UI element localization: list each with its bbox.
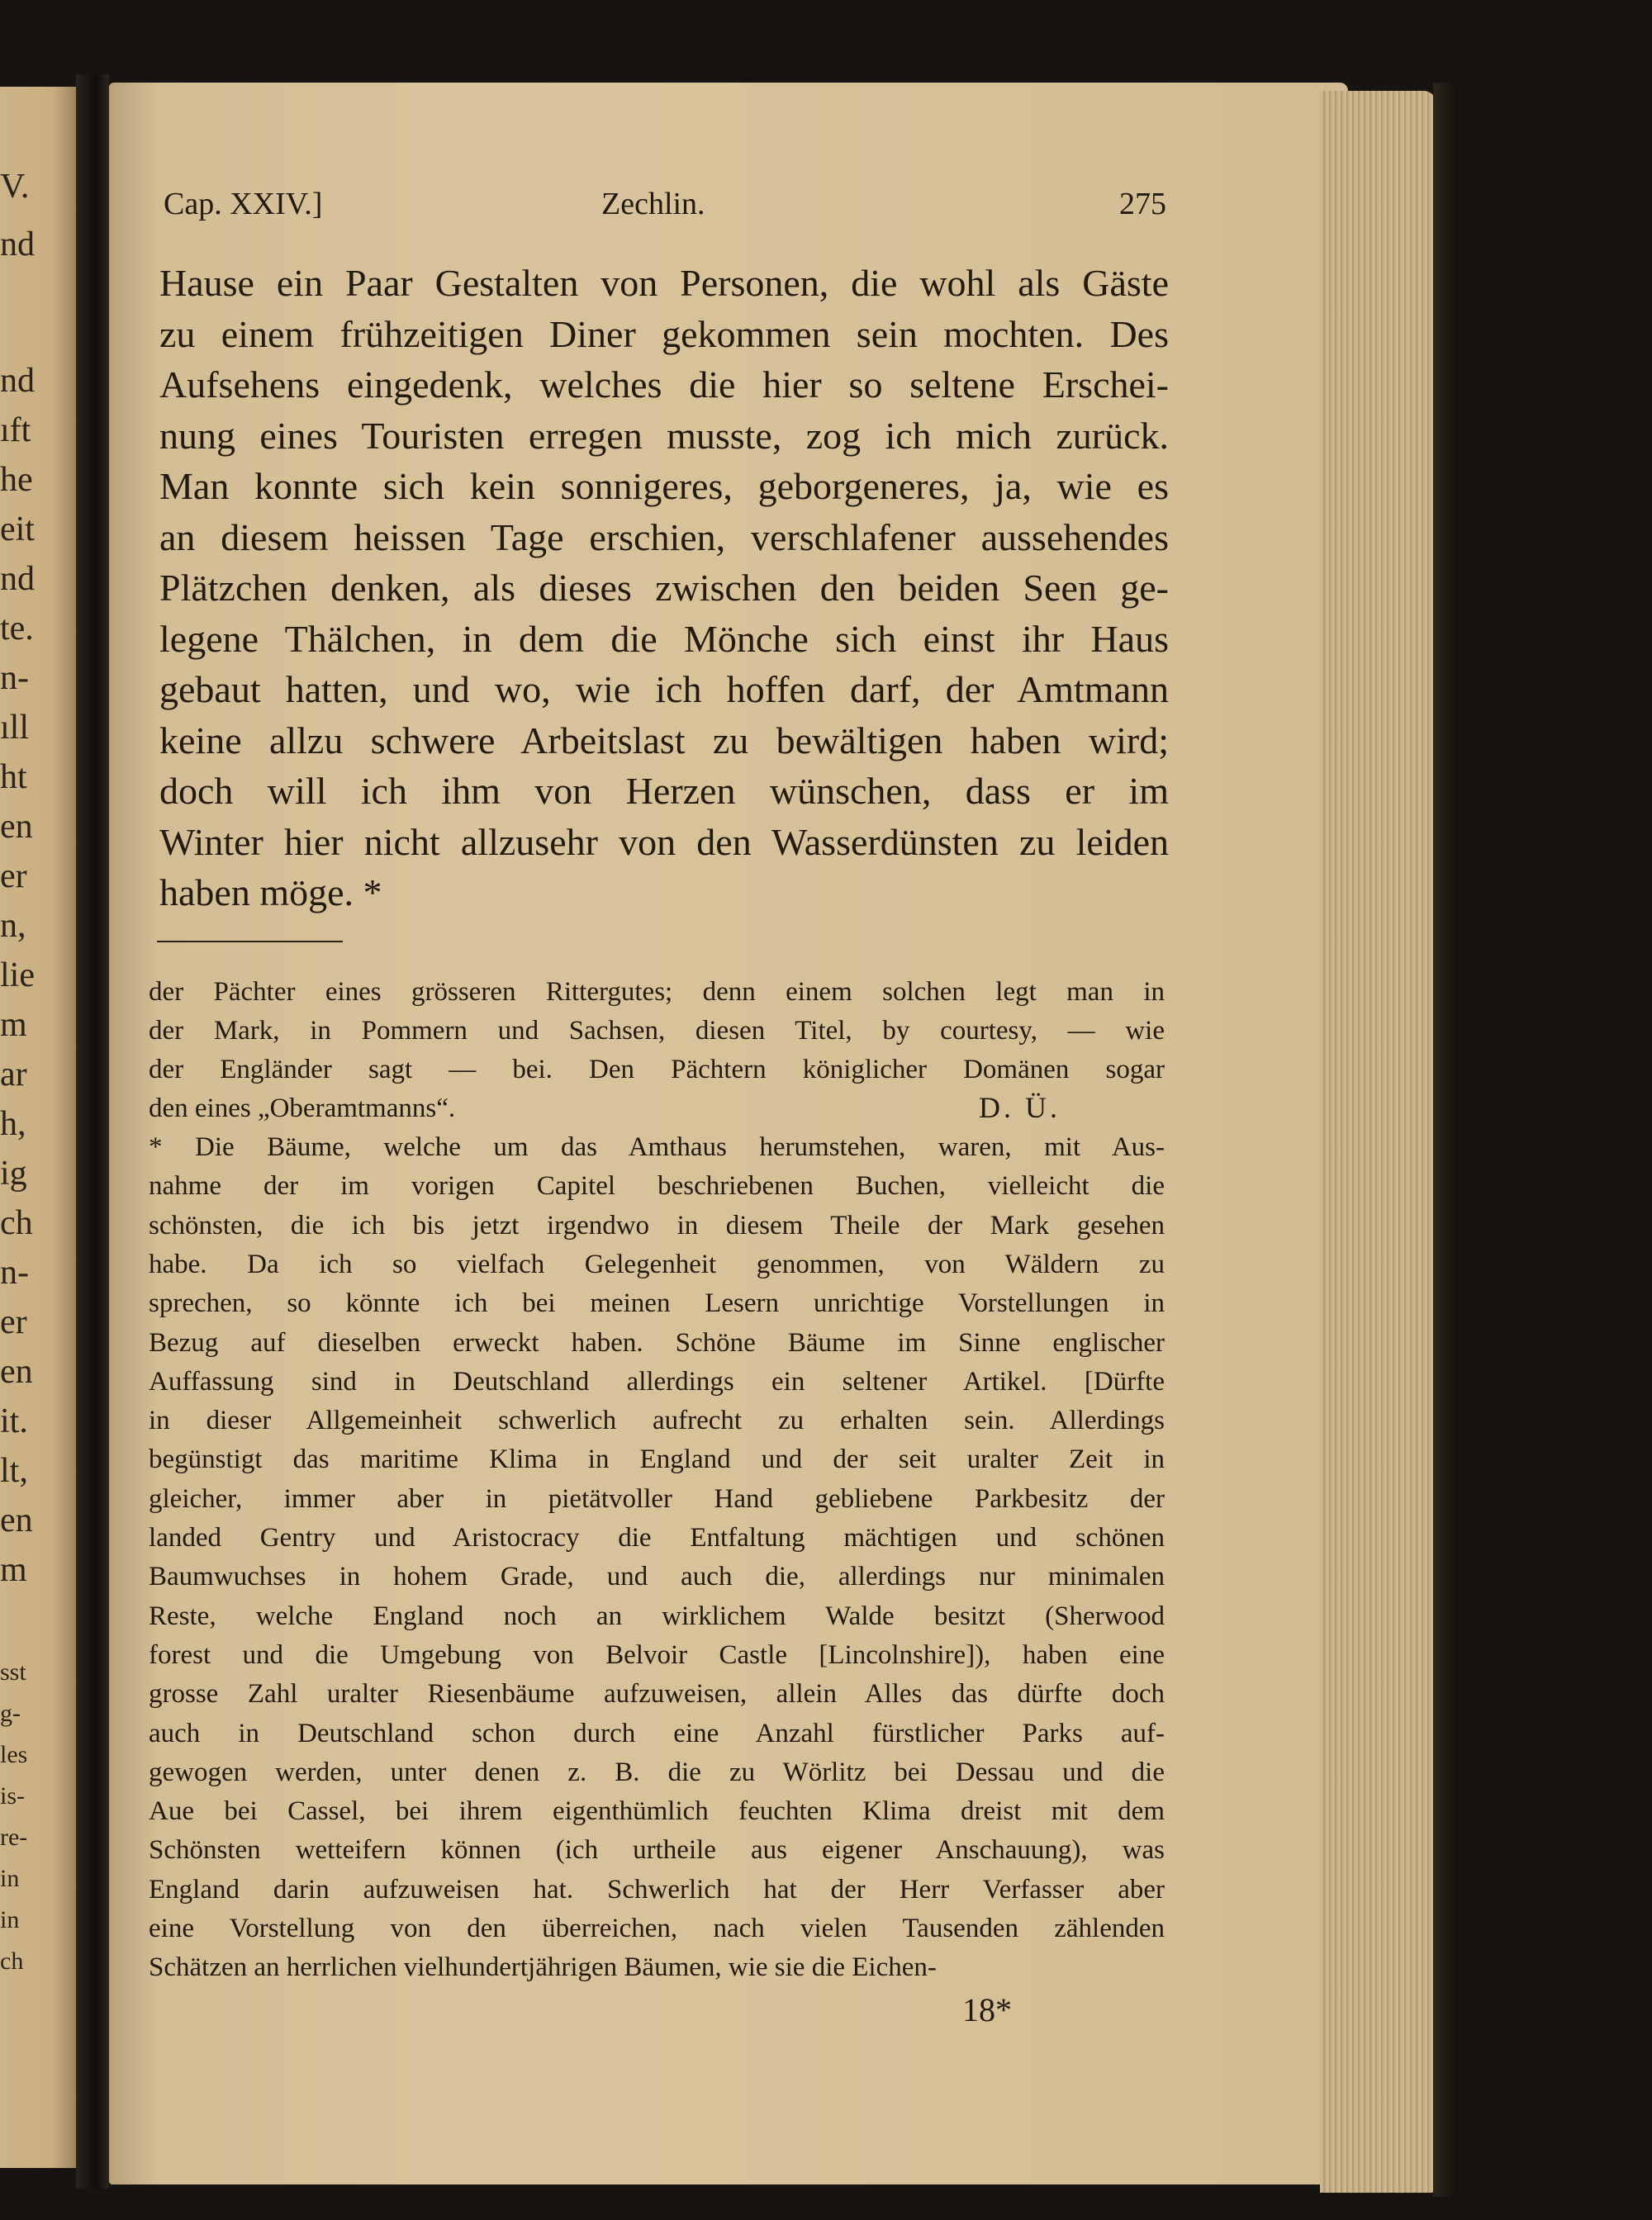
note-line: sprechen, so könnte ich bei meinen Lesern unrichtige Vorstellungen in [149,1288,1165,1319]
facing-page-fragment: en [0,808,33,846]
facing-page-fragment: er [0,1303,27,1341]
note-line: Reste, welche England noch an wirklichem Walde besitzt (Sherwood [149,1601,1165,1631]
note-line: Schönsten wetteifern können (ich urtheile aus eigener Anschauung), was [149,1835,1165,1866]
note-line: gleicher, immer aber in pietätvoller Hand gebliebene Parkbesitz der [149,1483,1165,1514]
facing-page-fragment: ar [0,1055,27,1093]
facing-page-fragment: is- [0,1782,25,1810]
facing-page-fragment: te. [0,610,34,648]
text-line: gebaut hatten, und wo, wie ich hoffen darf, der Amtmann [159,668,1169,710]
facing-page-fragment: lie [0,956,35,994]
running-head-chapter: Cap. XXIV.] [164,187,323,221]
facing-page-fragment: m [0,1006,27,1044]
note-line: grosse Zahl uralter Riesenbäume aufzuweisen, allein Alles das dürfte doch [149,1679,1165,1710]
note-line: in dieser Allgemeinheit schwerlich aufrecht zu erhalten sein. Allerdings [149,1406,1165,1436]
text-line: Hause ein Paar Gestalten von Personen, die wohl als Gäste [159,262,1169,304]
note-line: eine Vorstellung von den überreichen, nach vielen Tausenden zählenden [149,1914,1165,1943]
note-line: habe. Da ich so vielfach Gelegenheit genommen, von Wäldern zu [149,1249,1165,1279]
facing-page-fragment: n, [0,907,26,945]
facing-page-fragment: en [0,1501,33,1539]
text-line: legene Thälchen, in dem die Mönche sich einst ihr Haus [159,617,1169,660]
footnote-line: den eines „Oberamtmanns“. [149,1093,456,1123]
facing-page-fragment: g- [0,1700,21,1727]
facing-page-fragment: re- [0,1824,28,1851]
facing-page-fragment: h, [0,1105,26,1143]
facing-page-fragment: eit [0,510,35,548]
text-line: an diesem heissen Tage erschien, verschlafener aussehendes [159,515,1169,558]
text-line: Man konnte sich kein sonnigeres, geborgeneres, ja, wie es [159,465,1169,507]
running-head-title: Zechlin. [601,187,705,221]
note-line: gewogen werden, unter denen z. B. die zu Wörlitz bei Dessau und die [149,1757,1165,1787]
note-line: landed Gentry und Aristocracy die Entfaltung mächtigen und schönen [149,1523,1165,1553]
facing-page-fragment: sst [0,1658,26,1686]
facing-page-fragment: ıll [0,709,30,747]
printer-signature-mark: 18* [962,1991,1012,2028]
facing-page-fragment: lt, [0,1452,28,1490]
text-line: Plätzchen denken, als dieses zwischen den beiden Seen ge- [159,567,1169,609]
text-line: doch will ich ihm von Herzen wünschen, dass er im [159,770,1169,812]
text-line: haben möge. * [159,871,382,913]
facing-page-fragment: in [0,1865,20,1892]
facing-page-fragment: in [0,1906,20,1933]
facing-page-fragment: ig [0,1155,27,1193]
note-line: Baumwuchses in hohem Grade, und auch die, allerdings nur minimalen [149,1562,1165,1592]
note-line: Auffassung sind in Deutschland allerdings ein seltener Artikel. [Dürfte [149,1366,1165,1397]
facing-page-fragment: en [0,1353,33,1391]
facing-page-fragment: nd [0,362,35,400]
facing-page-fragment: n- [0,1254,29,1292]
text-line: keine allzu schwere Arbeitslast zu bewältigen haben wird; [159,719,1169,761]
facing-page-fragment: ht [0,758,27,796]
facing-page-fragment: ch [0,1947,24,1975]
note-line: Aue bei Cassel, bei ihrem eigenthümlich feuchten Klima dreist mit dem [149,1796,1165,1827]
facing-page-fragment: er [0,857,27,895]
facing-page-fragment: n- [0,659,29,697]
page-number: 275 [1119,187,1166,221]
footnote-line: der Engländer sagt — bei. Den Pächtern königlicher Domänen sogar [149,1055,1165,1084]
facing-page-fragment: ch [0,1204,33,1242]
footnote-rule [157,941,343,942]
note-line: * Die Bäume, welche um das Amthaus herumstehen, waren, mit Aus- [149,1132,1165,1162]
facing-page-fragment: nd [0,225,35,263]
note-line: nahme der im vorigen Capitel beschriebenen Buchen, vielleicht die [149,1171,1165,1202]
facing-page-fragment: m [0,1551,27,1589]
text-line: zu einem frühzeitigen Diner gekommen sein mochten. Des [159,312,1169,355]
note-line: schönsten, die ich bis jetzt irgendwo in diesem Theile der Mark gesehen [149,1210,1165,1240]
facing-page-fragment: nd [0,560,35,598]
facing-page-fragment: he [0,461,33,499]
facing-page-fragment: ıft [0,411,31,449]
footnote-line: der Pächter eines grösseren Rittergutes; denn einem solchen legt man in [149,977,1165,1007]
footnote-line: der Mark, in Pommern und Sachsen, diesen Titel, by courtesy, — wie [149,1016,1165,1046]
note-line: Schätzen an herrlichen vielhundertjährigen Bäumen, wie sie die Eichen- [149,1952,937,1983]
text-line: Aufsehens eingedenk, welches die hier so seltene Erschei- [159,363,1169,406]
note-line: forest und die Umgebung von Belvoir Castle [Lincolnshire]), haben eine [149,1639,1165,1670]
text-line: Winter hier nicht allzusehr von den Wasserdünsten zu leiden [159,820,1169,863]
facing-page-fragment: it. [0,1402,28,1440]
text-line: nung eines Touristen erregen musste, zog ich mich zurück. [159,414,1169,457]
note-line: Bezug auf dieselben erweckt haben. Schöne Bäume im Sinne englischer [149,1327,1165,1358]
facing-page-fragment: V. [0,168,30,206]
facing-page-fragment: les [0,1741,28,1768]
note-line: begünstigt das maritime Klima in England und der seit uralter Zeit in [149,1444,1165,1475]
note-line: England darin aufzuweisen hat. Schwerlich hat der Herr Verfasser aber [149,1874,1165,1905]
footnote-signature: D. Ü. [979,1091,1061,1124]
note-line: auch in Deutschland schon durch eine Anzahl fürstlicher Parks auf- [149,1718,1165,1748]
